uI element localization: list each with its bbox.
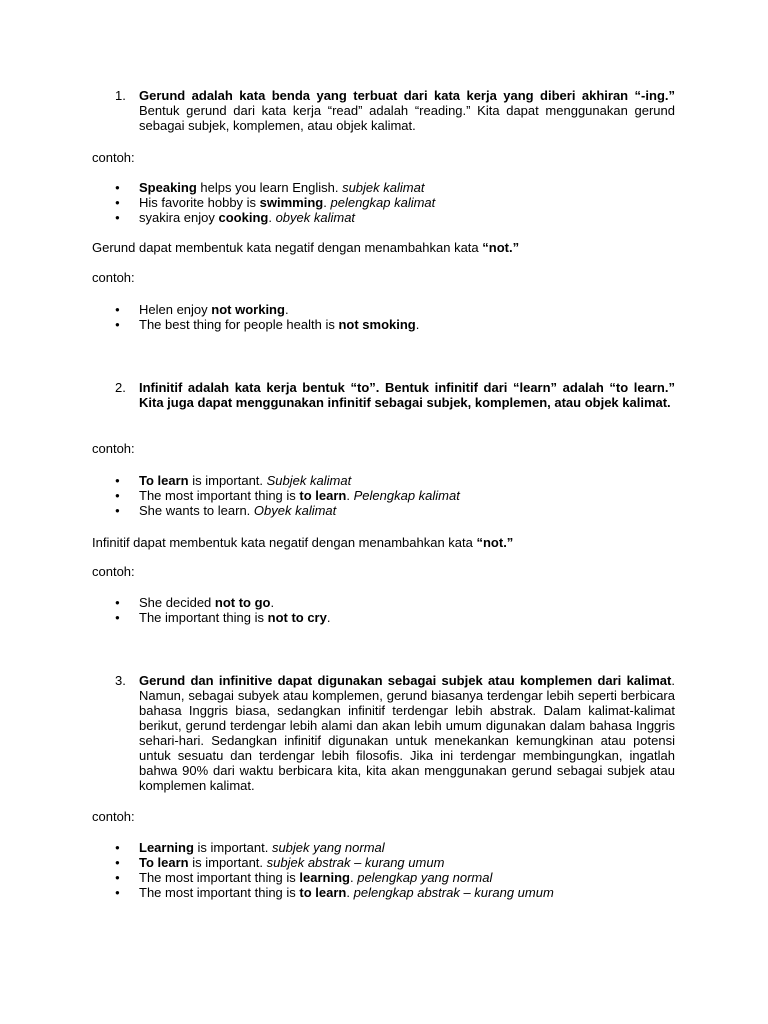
- bullet-icon: ●: [115, 873, 120, 882]
- list-item: ● The most important thing is to learn. pelengkap abstrak – kurang umum: [115, 885, 554, 900]
- example-list: [115, 473, 460, 518]
- bullet-icon: ●: [115, 843, 120, 852]
- section-number: 3.: [115, 673, 126, 688]
- example-list: [115, 840, 554, 900]
- bullet-icon: ●: [115, 183, 120, 192]
- bullet-icon: ●: [115, 491, 120, 500]
- section-intro: [139, 380, 675, 410]
- bullet-icon: ●: [115, 305, 120, 314]
- example-list: [115, 180, 435, 225]
- list-item: ● She wants to learn. Obyek kalimat: [115, 503, 337, 518]
- section-number: 1.: [115, 88, 126, 103]
- list-item: ● To learn is important. Subjek kalimat: [115, 473, 352, 488]
- contoh-label: contoh:: [92, 564, 135, 579]
- bullet-icon: ●: [115, 198, 120, 207]
- list-item: ● To learn is important. subjek abstrak – kurang umum: [115, 855, 445, 870]
- list-item: ● His favorite hobby is swimming. pelengkap kalimat: [115, 195, 436, 210]
- bullet-icon: ●: [115, 320, 120, 329]
- bullet-icon: ●: [115, 598, 120, 607]
- bullet-icon: ●: [115, 613, 120, 622]
- section-intro-bold: Gerund dan infinitive dapat digunakan sebagai subjek atau komplemen dari kalimat: [139, 673, 672, 688]
- section-intro: [139, 673, 675, 793]
- contoh-label: contoh:: [92, 150, 135, 165]
- section-intro-rest: Bentuk gerund dari kata kerja “read” adalah “reading.” Kita dapat menggunakan gerund sebagai subjek, komplemen, atau objek kalimat.: [139, 103, 675, 133]
- negative-note: Infinitif dapat membentuk kata negatif dengan menambahkan kata “not.”: [92, 535, 514, 550]
- negative-example-list: [115, 595, 330, 625]
- list-item: ● The best thing for people health is not smoking.: [115, 317, 420, 332]
- list-item: ● The most important thing is to learn. Pelengkap kalimat: [115, 488, 460, 503]
- bullet-icon: ●: [115, 476, 120, 485]
- section-intro-rest: . Namun, sebagai subyek atau komplemen, gerund biasanya terdengar lebih seperti berbicara bahasa Inggris biasa, sedangkan infinitif terdengar lebih abstrak. Dalam kalimat-kalimat berikut, gerund terdengar lebih alami dan akan lebih umum digunakan dalam bahasa Inggris sehari-hari. Sedangkan infinitif digunakan untuk menekankan kemungkinan atau potensi untuk sesuatu dan terdengar lebih filosofis. Jika ini terdengar membingungkan, ingatlah bahwa 90% dari waktu berbicara kita, kita akan menggunakan gerund sebagai subjek atau komplemen kalimat.: [139, 673, 675, 793]
- section-number: 2.: [115, 380, 126, 395]
- contoh-label: contoh:: [92, 809, 135, 824]
- section-intro-bold: Gerund adalah kata benda yang terbuat dari kata kerja yang diberi akhiran “-ing.”: [139, 88, 675, 103]
- contoh-label: contoh:: [92, 441, 135, 456]
- bullet-icon: ●: [115, 888, 120, 897]
- list-item: ● The most important thing is learning. pelengkap yang normal: [115, 870, 493, 885]
- list-item: ● Learning is important. subjek yang normal: [115, 840, 385, 855]
- section-intro-bold: Infinitif adalah kata kerja bentuk “to”. Bentuk infinitif dari “learn” adalah “to learn.” Kita juga dapat menggunakan infinitif sebagai subjek, komplemen, atau objek kalimat.: [139, 380, 675, 410]
- section-intro: [139, 88, 675, 133]
- list-item: ● She decided not to go.: [115, 595, 275, 610]
- list-item: ● Helen enjoy not working.: [115, 302, 289, 317]
- bullet-icon: ●: [115, 506, 120, 515]
- negative-note: Gerund dapat membentuk kata negatif dengan menambahkan kata “not.”: [92, 240, 520, 255]
- bullet-icon: ●: [115, 858, 120, 867]
- negative-example-list: [115, 302, 419, 332]
- list-item: ● The important thing is not to cry.: [115, 610, 331, 625]
- list-item: ● syakira enjoy cooking. obyek kalimat: [115, 210, 356, 225]
- bullet-icon: ●: [115, 213, 120, 222]
- list-item: ● Speaking helps you learn English. subjek kalimat: [115, 180, 425, 195]
- contoh-label: contoh:: [92, 270, 135, 285]
